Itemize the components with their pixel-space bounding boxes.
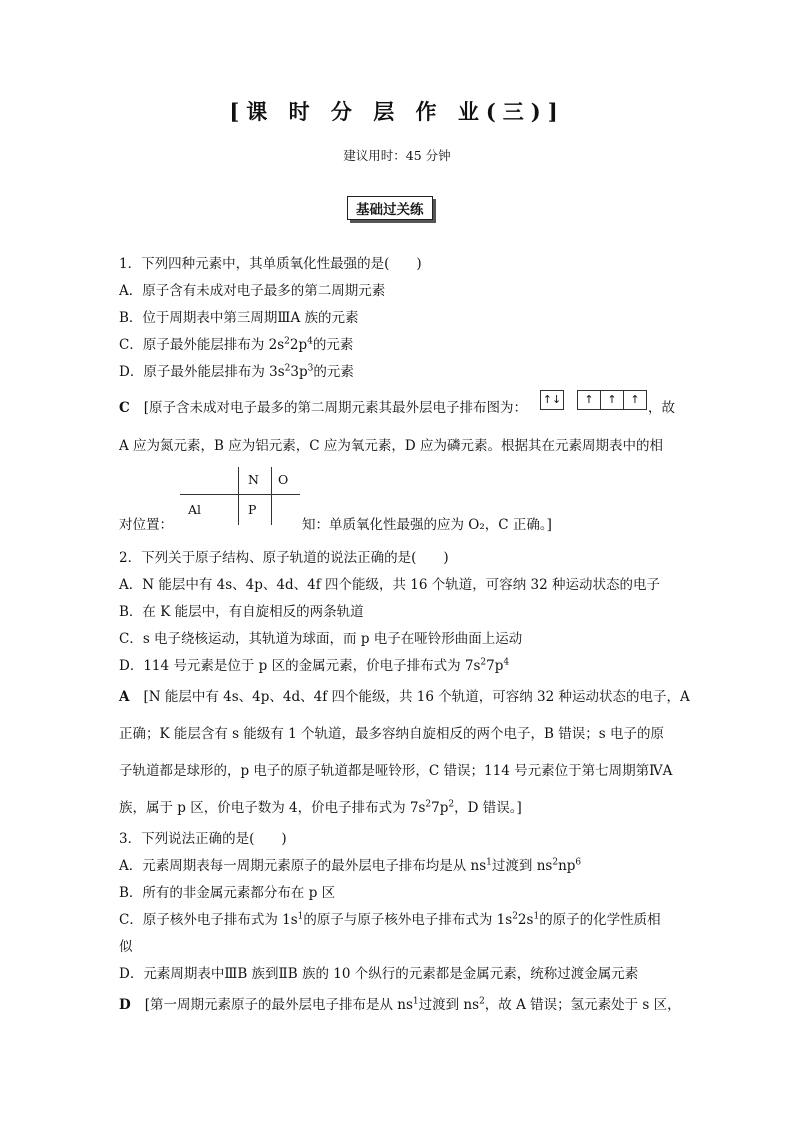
orbital-2p-box-1: ↑: [577, 390, 601, 410]
q2-explanation-line2: 正确；K 能层含有 s 能级有 1 个轨道，最多容纳自旋相反的两个电子，B 错误；s 电子的原: [119, 726, 664, 742]
cell-n: N: [248, 472, 259, 487]
q1-explanation-line1: C [原子含未成对电子最多的第二周期元素其最外层电子排布图为：: [119, 400, 528, 416]
q3-option-c: C．原子核外电子排布式为 $1s^1$的原子与原子核外电子排布式为 $1s^22s^1$的原子的化学性质相: [119, 911, 661, 928]
orbital-2p-box-3: ↑: [623, 390, 647, 410]
cell-p: P: [248, 502, 257, 517]
q2-option-d: D．114 号元素是位于 p 区的金属元素，价电子排布式为 $7s^27p^4$: [119, 657, 510, 674]
section-banner: 基础过关练: [347, 196, 433, 220]
periodic-position-table: [180, 467, 300, 525]
q1-explanation-line3-end: 知：单质氧化性最强的应为 O₂，C 正确。]: [302, 517, 552, 533]
q1-stem: 1．下列四种元素中，其单质氧化性最强的是( ): [119, 256, 422, 272]
suggested-time: 建议用时：45 分钟: [343, 148, 451, 163]
q1-answer: C: [119, 400, 130, 416]
q3-explanation-line1: D [第一周期元素原子的最外层电子排布是从 $ns^1$过渡到 $ns^2$，故 A 错误；氢元素处于 s 区，: [119, 996, 681, 1013]
q1-explanation-line2: A 应为氮元素，B 应为铝元素，C 应为氧元素，D 应为磷元素。根据其在元素周期表中的相: [119, 438, 663, 454]
q2-option-a: A．N 能层中有 4s、4p、4d、4f 四个能级，共 16 个轨道，可容纳 32 种运动状态的电子: [119, 577, 661, 593]
orbital-2s-box: ↑↓: [540, 390, 564, 410]
q2-stem: 2．下列关于原子结构、原子轨道的说法正确的是( ): [119, 550, 449, 566]
q2-answer: A: [119, 689, 130, 705]
cell-o: O: [278, 472, 289, 487]
q3-option-a: A．元素周期表每一周期元素原子的最外层电子排布均是从 $ns^1$过渡到 $ns^2np^6$: [119, 857, 582, 874]
orbital-2p-box-2: ↑: [600, 390, 624, 410]
q1-option-d: D．原子最外能层排布为 $3s^23p^3$的元素: [119, 363, 354, 380]
q2-explanation-line4: 族，属于 p 区，价电子数为 4，价电子排布式为 $7s^27p^2$，D 错误。]: [119, 799, 522, 816]
q1-option-c: C．原子最外能层排布为 $2s^22p^4$的元素: [119, 336, 354, 353]
page-title: [课 时 分 层 作 业(三)]: [229, 99, 565, 124]
q2-option-c: C．s 电子绕核运动，其轨道为球面，而 p 电子在哑铃形曲面上运动: [119, 631, 523, 647]
q3-stem: 3．下列说法正确的是( ): [119, 831, 287, 847]
q3-answer: D: [119, 997, 131, 1013]
q1-explanation-line1-end: ，故: [648, 400, 675, 416]
q2-explanation-line3: 子轨道都是球形的，p 电子的原子轨道都是哑铃形，C 错误；114 号元素位于第七周期第ⅣA: [119, 763, 673, 779]
q2-explanation-line1: A [N 能层中有 4s、4p、4d、4f 四个能级，共 16 个轨道，可容纳 32 种运动状态的电子，A: [119, 689, 690, 705]
cell-al: Al: [188, 502, 202, 517]
q1-option-b: B．位于周期表中第三周期ⅢA 族的元素: [119, 310, 359, 326]
q1-option-a: A．原子含有未成对电子最多的第二周期元素: [119, 283, 386, 299]
q3-option-c-cont: 似: [119, 939, 133, 955]
q3-option-d: D．元素周期表中ⅢB 族到ⅡB 族的 10 个纵行的元素都是金属元素，统称过渡金属元素: [119, 966, 639, 982]
q2-option-b: B．在 K 能层中，有自旋相反的两条轨道: [119, 604, 364, 620]
q3-option-b: B．所有的非金属元素都分布在 p 区: [119, 885, 336, 901]
q1-explanation-line3-start: 对位置：: [119, 517, 173, 533]
